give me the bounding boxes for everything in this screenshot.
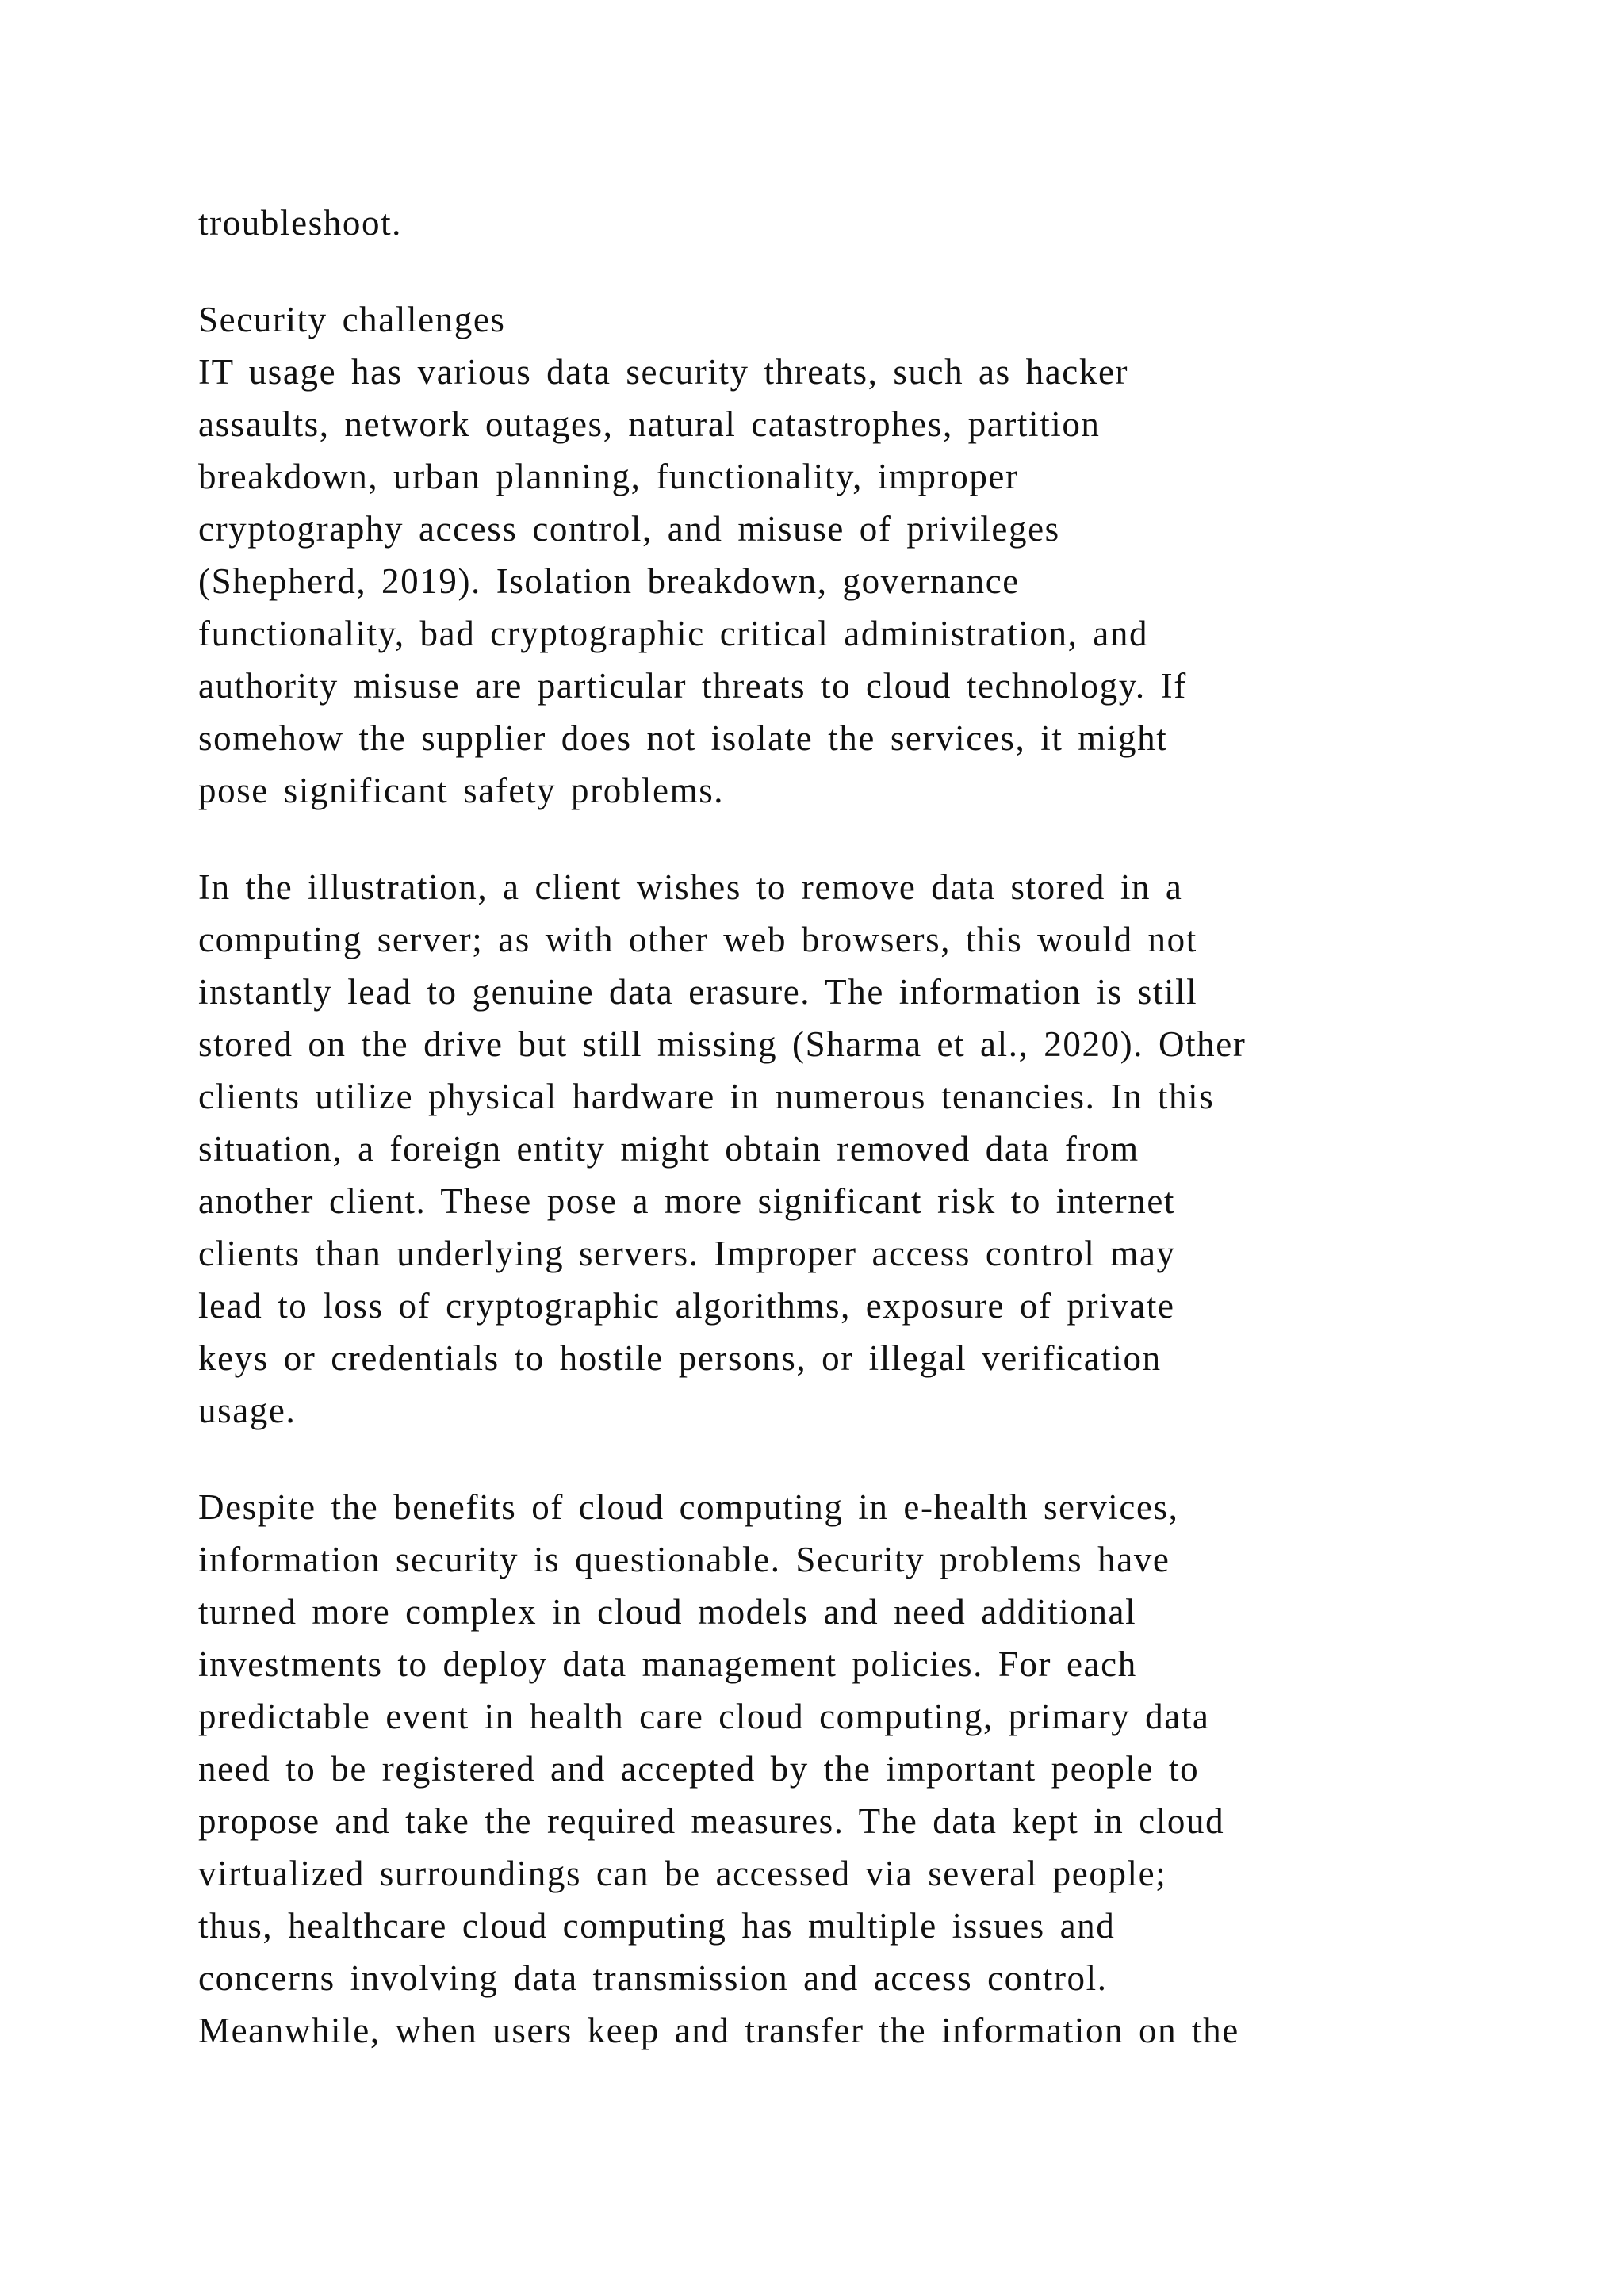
paragraph-line: In the illustration, a client wishes to remove data stored in a: [198, 867, 1183, 907]
paragraph-line: concerns involving data transmission and access control.: [198, 1958, 1108, 1998]
paragraph-line: Meanwhile, when users keep and transfer the information on the: [198, 2011, 1239, 2050]
paragraph-line: predictable event in health care cloud computing, primary data: [198, 1697, 1210, 1736]
continuation-line: troubleshoot.: [198, 203, 403, 243]
paragraph-line: turned more complex in cloud models and need additional: [198, 1592, 1137, 1632]
paragraph-line: IT usage has various data security threats, such as hacker: [198, 352, 1129, 392]
paragraph-line: assaults, network outages, natural catastrophes, partition: [198, 404, 1101, 444]
paragraph-line: Despite the benefits of cloud computing in e-health services,: [198, 1487, 1179, 1527]
paragraph-line: instantly lead to genuine data erasure. The information is still: [198, 972, 1198, 1012]
paragraph-gap: [198, 817, 1435, 861]
paragraph-line: usage.: [198, 1391, 297, 1430]
paragraph-line: breakdown, urban planning, functionality, improper: [198, 457, 1019, 496]
paragraph-line: situation, a foreign entity might obtain removed data from: [198, 1129, 1139, 1169]
paragraph-line: keys or credentials to hostile persons, or illegal verification: [198, 1338, 1162, 1378]
paragraph-line: propose and take the required measures. The data kept in cloud: [198, 1801, 1225, 1841]
paragraph-line: investments to deploy data management policies. For each: [198, 1644, 1137, 1684]
paragraph-line: computing server; as with other web browsers, this would not: [198, 920, 1197, 959]
paragraph-line: lead to loss of cryptographic algorithms, exposure of private: [198, 1286, 1175, 1326]
paragraph-line: clients utilize physical hardware in numerous tenancies. In this: [198, 1077, 1215, 1116]
paragraph-line: need to be registered and accepted by the important people to: [198, 1749, 1200, 1789]
paragraph-line: functionality, bad cryptographic critical administration, and: [198, 614, 1149, 653]
paragraph-line: another client. These pose a more significant risk to internet: [198, 1181, 1176, 1221]
document-body: [198, 197, 1435, 2057]
paragraph-line: stored on the drive but still missing (Sharma et al., 2020). Other: [198, 1024, 1247, 1064]
paragraph-gap: [198, 249, 1435, 293]
paragraph-line: thus, healthcare cloud computing has multiple issues and: [198, 1906, 1116, 1946]
paragraph-2: [198, 861, 1435, 1437]
section-heading: Security challenges: [198, 300, 506, 339]
paragraph-3: [198, 1481, 1435, 2057]
paragraph-line: information security is questionable. Security problems have: [198, 1540, 1170, 1579]
paragraph-line: pose significant safety problems.: [198, 771, 725, 810]
paragraph-line: clients than underlying servers. Improper access control may: [198, 1234, 1176, 1273]
paragraph-gap: [198, 1437, 1435, 1481]
paragraph-line: cryptography access control, and misuse of privileges: [198, 509, 1060, 549]
paragraph-line: (Shepherd, 2019). Isolation breakdown, governance: [198, 561, 1020, 601]
paragraph-1: [198, 346, 1435, 817]
paragraph-line: virtualized surroundings can be accessed via several people;: [198, 1854, 1167, 1893]
paragraph-line: somehow the supplier does not isolate the services, it might: [198, 718, 1168, 758]
paragraph-line: authority misuse are particular threats to cloud technology. If: [198, 666, 1187, 706]
